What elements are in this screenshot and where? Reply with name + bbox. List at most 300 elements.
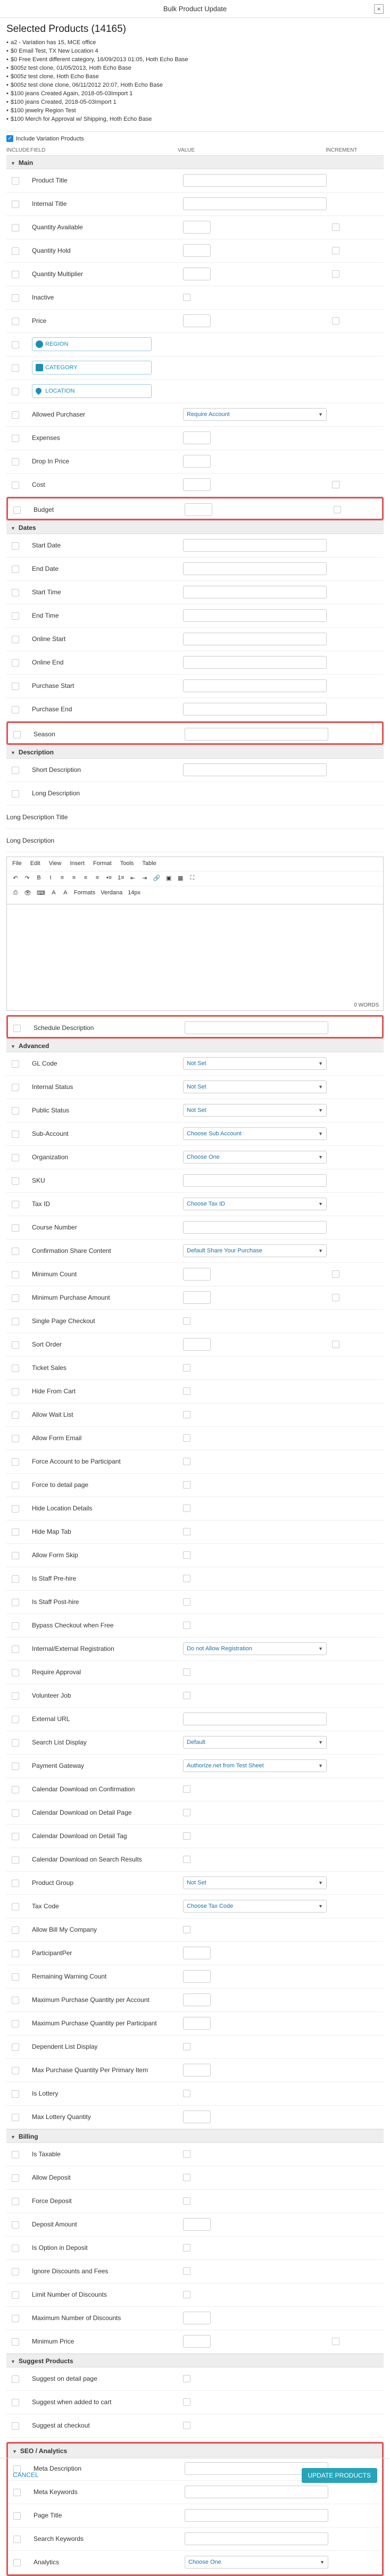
section-header-billing[interactable] — [6, 2129, 384, 2143]
season-input[interactable] — [185, 728, 328, 741]
include-checkbox[interactable] — [12, 1973, 19, 1981]
include-checkbox[interactable] — [12, 1646, 19, 1653]
editor-tool-icon[interactable]: ⇤ — [130, 875, 136, 882]
include-checkbox[interactable] — [12, 1575, 19, 1583]
include-checkbox[interactable] — [12, 1528, 19, 1536]
field-label: ParticipantPer — [32, 1949, 72, 1957]
is-taxable-checkbox[interactable] — [183, 2150, 190, 2158]
include-checkbox[interactable] — [12, 318, 19, 325]
quantity-multiplier-input[interactable] — [183, 268, 211, 280]
allow-deposit-checkbox[interactable] — [183, 2174, 190, 2181]
start-date-input[interactable] — [183, 539, 327, 552]
include-checkbox[interactable] — [12, 481, 19, 489]
include-checkbox[interactable] — [12, 2291, 19, 2299]
include-checkbox[interactable] — [12, 1763, 19, 1770]
editor-tool[interactable]: 14px — [128, 890, 141, 896]
increment-checkbox[interactable] — [334, 506, 341, 513]
editor-menu-insert[interactable]: Insert — [70, 860, 85, 867]
include-checkbox[interactable] — [12, 566, 19, 573]
editor-tool[interactable]: 👁 — [24, 890, 31, 896]
close-icon[interactable]: × — [374, 4, 384, 14]
increment-checkbox[interactable] — [332, 317, 339, 325]
field-row-minimum-price — [6, 2330, 384, 2354]
search-list-display-select[interactable] — [183, 1736, 327, 1749]
public-status-select[interactable] — [183, 1104, 327, 1117]
include-checkbox[interactable] — [12, 659, 19, 667]
purchase-end-input[interactable] — [183, 703, 327, 716]
increment-checkbox[interactable] — [332, 223, 339, 231]
include-checkbox[interactable] — [12, 1622, 19, 1630]
editor-tool-icon[interactable]: ↷ — [24, 875, 30, 882]
sku-input[interactable] — [183, 1174, 327, 1187]
section-header-dates[interactable] — [6, 520, 384, 534]
location-picker-button[interactable] — [32, 384, 152, 398]
field-label: Schedule Description — [34, 1024, 94, 1032]
field-row-product-group — [6, 1872, 384, 1895]
field-label: Calendar Download on Detail Tag — [32, 1832, 127, 1840]
include-checkbox[interactable] — [12, 1271, 19, 1278]
max-purchase-quantity-per-primary-item-input[interactable] — [183, 2064, 211, 2076]
field-row-minimum-purchase-amount — [6, 1286, 384, 1310]
include-checkbox[interactable] — [12, 201, 19, 208]
editor-tool[interactable]: ⎙ — [13, 890, 18, 896]
include-checkbox[interactable] — [12, 1107, 19, 1115]
chevron-down-icon: ▼ — [318, 1154, 323, 1160]
field-label: Sub-Account — [32, 1130, 69, 1137]
increment-checkbox[interactable] — [332, 1341, 339, 1348]
editor-menu-tools[interactable]: Tools — [120, 860, 134, 867]
is-staff-post-hire-checkbox[interactable] — [183, 1598, 190, 1606]
include-checkbox[interactable] — [12, 435, 19, 442]
internal-title-input[interactable] — [183, 197, 327, 210]
calendar-download-on-search-results-checkbox[interactable] — [183, 1856, 190, 1863]
field-label: End Time — [32, 612, 59, 619]
select-value: Do not Allow Registration — [187, 1646, 252, 1652]
editor-tool-icon[interactable]: •≡ — [106, 875, 112, 881]
field-row-is-taxable — [6, 2143, 384, 2166]
field-row-location — [6, 380, 384, 403]
include-checkbox[interactable] — [12, 2315, 19, 2322]
field-label: Volunteer Job — [32, 1692, 71, 1699]
include-checkbox[interactable] — [12, 1060, 19, 1068]
field-label: Online End — [32, 659, 64, 666]
include-checkbox[interactable] — [12, 177, 19, 185]
editor-tool-icon[interactable]: I — [49, 875, 52, 881]
max-lottery-quantity-input[interactable] — [183, 2110, 211, 2123]
dialog-title: Bulk Product Update — [163, 5, 227, 13]
include-checkbox[interactable] — [12, 1880, 19, 1887]
hide-location-details-checkbox[interactable] — [183, 1505, 190, 1512]
include-checkbox[interactable] — [12, 2043, 19, 2051]
allow-form-skip-checkbox[interactable] — [183, 1551, 190, 1559]
external-url-input[interactable] — [183, 1713, 327, 1725]
section-header-seo[interactable] — [8, 2444, 382, 2457]
field-label: Minimum Count — [32, 1270, 77, 1278]
start-time-input[interactable] — [183, 586, 327, 599]
editor-tool[interactable]: A — [63, 890, 68, 896]
schedule-description-input[interactable] — [185, 1021, 328, 1034]
editor-tool-icon[interactable]: ≡ — [60, 875, 64, 881]
maximum-number-of-discounts-input[interactable] — [183, 2312, 211, 2324]
editor-tool-icon[interactable]: ≡ — [95, 875, 99, 881]
include-checkbox[interactable] — [12, 636, 19, 643]
include-checkbox[interactable] — [12, 1786, 19, 1793]
maximum-purchase-quantity-per-participant-input[interactable] — [183, 2017, 211, 2030]
include-checkbox[interactable] — [12, 1997, 19, 2004]
include-checkbox[interactable] — [12, 1552, 19, 1559]
dialog-title-bar — [0, 0, 390, 18]
include-checkbox[interactable] — [12, 2221, 19, 2229]
increment-checkbox[interactable] — [332, 2338, 339, 2345]
ticket-sales-checkbox[interactable] — [183, 1364, 190, 1372]
remaining-warning-count-input[interactable] — [183, 1970, 211, 1983]
include-checkbox[interactable] — [12, 683, 19, 690]
calendar-download-on-detail-tag-checkbox[interactable] — [183, 1832, 190, 1840]
field-row-deposit-amount — [6, 2213, 384, 2237]
include-checkbox[interactable] — [12, 411, 19, 419]
include-checkbox[interactable] — [12, 1950, 19, 1957]
include-checkbox[interactable] — [12, 1154, 19, 1161]
editor-menu-file[interactable]: File — [12, 860, 22, 867]
include-checkbox[interactable] — [12, 1365, 19, 1372]
include-checkbox[interactable] — [12, 388, 19, 395]
select-value: Choose Tax Code — [187, 1903, 234, 1909]
increment-checkbox[interactable] — [332, 270, 339, 278]
internal-status-select[interactable] — [183, 1081, 327, 1093]
editor-tool[interactable]: ⌨ — [36, 890, 45, 896]
include-checkbox[interactable] — [12, 458, 19, 466]
internal-external-registration-select[interactable] — [183, 1642, 327, 1655]
page-title-input[interactable] — [185, 2509, 328, 2522]
editor-menu-table[interactable]: Table — [142, 860, 156, 867]
tag-icon — [36, 364, 43, 371]
select-value: Choose One — [188, 2559, 221, 2565]
include-checkbox[interactable] — [12, 1692, 19, 1700]
inactive-checkbox[interactable] — [183, 294, 190, 301]
include-checkbox[interactable] — [12, 2422, 19, 2430]
include-checkbox[interactable] — [12, 2114, 19, 2121]
product-title-input[interactable] — [183, 174, 327, 187]
hide-from-cart-checkbox[interactable] — [183, 1387, 190, 1395]
include-checkbox[interactable] — [12, 1809, 19, 1817]
include-checkbox[interactable] — [12, 271, 19, 278]
editor-toolbar — [7, 871, 383, 886]
is-option-in-deposit-checkbox[interactable] — [183, 2244, 190, 2251]
chevron-down-icon: ▼ — [318, 1646, 323, 1651]
selected-product-item: • $100 jewelry Region Test — [6, 106, 384, 115]
participantper-input[interactable] — [183, 1947, 211, 1959]
include-checkbox[interactable] — [12, 1458, 19, 1466]
editor-tool-icon[interactable]: ⇥ — [142, 875, 147, 882]
force-to-detail-page-checkbox[interactable] — [183, 1481, 190, 1489]
editor-tool-icon[interactable]: ≡ — [72, 875, 76, 881]
field-label: Start Time — [32, 588, 61, 596]
field-row-allow-wait-list — [6, 1403, 384, 1427]
include-checkbox[interactable] — [12, 1435, 19, 1442]
chevron-down-icon: ▼ — [11, 750, 15, 755]
sub-account-select[interactable] — [183, 1127, 327, 1140]
dialog-footer — [0, 2458, 390, 2492]
include-checkbox[interactable] — [12, 790, 19, 797]
dependent-list-display-checkbox[interactable] — [183, 2043, 190, 2050]
editor-tool-icon[interactable]: B — [37, 875, 41, 881]
include-checkbox[interactable] — [12, 341, 19, 348]
cancel-button[interactable]: CANCEL — [13, 2471, 39, 2479]
field-row-ticket-sales — [6, 1357, 384, 1380]
field-row-force-to-detail-page — [6, 1474, 384, 1497]
end-date-input[interactable] — [183, 562, 327, 575]
force-deposit-checkbox[interactable] — [183, 2197, 190, 2205]
include-checkbox[interactable] — [12, 294, 19, 302]
field-label: Purchase Start — [32, 682, 74, 689]
field-row-sub-account — [6, 1123, 384, 1146]
include-checkbox[interactable] — [12, 364, 19, 372]
globe-icon — [36, 340, 43, 348]
price-input[interactable] — [183, 314, 211, 327]
include-checkbox[interactable] — [12, 1388, 19, 1395]
include-checkbox[interactable] — [12, 589, 19, 596]
section-header-advanced[interactable] — [6, 1038, 384, 1052]
force-account-to-be-participant-checkbox[interactable] — [183, 1458, 190, 1465]
purchase-start-input[interactable] — [183, 679, 327, 692]
confirmation-share-content-select[interactable] — [183, 1244, 327, 1257]
field-row-participantper — [6, 1942, 384, 1965]
search-keywords-input[interactable] — [185, 2532, 328, 2545]
field-row-product-title — [6, 169, 384, 193]
editor-body[interactable] — [7, 904, 383, 999]
editor-tool-icon[interactable]: 🔗 — [153, 875, 161, 882]
field-label: Ignore Discounts and Fees — [32, 2267, 109, 2275]
include-checkbox[interactable] — [12, 1669, 19, 1676]
include-checkbox[interactable] — [12, 2375, 19, 2383]
editor-menu-view[interactable]: View — [48, 860, 62, 867]
rich-text-editor[interactable] — [6, 857, 384, 1011]
calendar-download-on-detail-page-checkbox[interactable] — [183, 1809, 190, 1816]
calendar-download-on-confirmation-checkbox[interactable] — [183, 1785, 190, 1793]
picker-label: REGION — [45, 341, 69, 347]
include-checkbox[interactable] — [12, 1177, 19, 1185]
include-checkbox[interactable] — [12, 2198, 19, 2205]
include-checkbox[interactable] — [13, 506, 21, 514]
field-row-sku — [6, 1169, 384, 1193]
include-checkbox[interactable] — [12, 542, 19, 550]
short-description-input[interactable] — [183, 763, 327, 776]
field-row-ignore-discounts-and-fees — [6, 2260, 384, 2283]
include-checkbox[interactable] — [13, 731, 21, 738]
quantity-hold-input[interactable] — [183, 244, 211, 257]
include-checkbox[interactable] — [12, 1294, 19, 1302]
online-start-input[interactable] — [183, 633, 327, 645]
editor-tool[interactable]: Formats — [73, 890, 96, 896]
field-label: Payment Gateway — [32, 1762, 85, 1769]
category-picker-button[interactable] — [32, 361, 152, 375]
section-header-main[interactable] — [6, 155, 384, 169]
long-description-label: Long Description — [6, 829, 384, 852]
include-checkbox[interactable] — [12, 1599, 19, 1606]
include-checkbox[interactable] — [12, 1505, 19, 1513]
include-checkbox[interactable] — [12, 612, 19, 620]
include-checkbox[interactable] — [12, 1224, 19, 1232]
include-checkbox[interactable] — [12, 1201, 19, 1208]
include-variations-checkbox[interactable]: ✓ — [6, 135, 13, 142]
is-staff-pre-hire-checkbox[interactable] — [183, 1575, 190, 1582]
field-label: Minimum Purchase Amount — [32, 1294, 110, 1301]
field-label: Public Status — [32, 1107, 70, 1114]
increment-checkbox[interactable] — [332, 247, 339, 254]
chevron-down-icon: ▼ — [12, 2449, 17, 2454]
update-products-button[interactable]: UPDATE PRODUCTS — [302, 2468, 377, 2483]
include-variations[interactable] — [6, 135, 384, 142]
suggest-when-added-to-cart-checkbox[interactable] — [183, 2398, 190, 2406]
include-checkbox[interactable] — [12, 2268, 19, 2275]
include-checkbox[interactable] — [12, 1926, 19, 1934]
field-row-hide-map-tab — [6, 1520, 384, 1544]
volunteer-job-checkbox[interactable] — [183, 1692, 190, 1699]
allowed-purchaser-select[interactable] — [183, 408, 327, 421]
expenses-input[interactable] — [183, 431, 211, 444]
hide-map-tab-checkbox[interactable] — [183, 1528, 190, 1535]
field-row-maximum-purchase-quantity-per-participant — [6, 2012, 384, 2035]
include-checkbox[interactable] — [12, 2090, 19, 2098]
end-time-input[interactable] — [183, 609, 327, 622]
field-row-gl-code — [6, 1052, 384, 1076]
include-checkbox[interactable] — [12, 2338, 19, 2346]
course-number-input[interactable] — [183, 1221, 327, 1234]
field-label: End Date — [32, 565, 59, 572]
ignore-discounts-and-fees-checkbox[interactable] — [183, 2267, 190, 2275]
include-checkbox[interactable] — [12, 767, 19, 774]
include-checkbox[interactable] — [13, 2559, 21, 2566]
include-checkbox[interactable] — [12, 1318, 19, 1325]
include-checkbox[interactable] — [13, 1025, 21, 1032]
section-header-suggest[interactable] — [6, 2354, 384, 2367]
budget-input[interactable] — [185, 503, 212, 516]
maximum-purchase-quantity-per-account-input[interactable] — [183, 1993, 211, 2006]
minimum-purchase-amount-input[interactable] — [183, 1291, 211, 1304]
field-label: Allow Bill My Company — [32, 1926, 97, 1933]
payment-gateway-select[interactable] — [183, 1759, 327, 1772]
field-row-purchase-start — [6, 675, 384, 698]
editor-tool-icon[interactable]: ▦ — [178, 875, 184, 882]
allow-form-email-checkbox[interactable] — [183, 1434, 190, 1442]
include-checkbox[interactable] — [12, 1856, 19, 1864]
field-row-is-option-in-deposit — [6, 2237, 384, 2260]
include-checkbox[interactable] — [12, 2020, 19, 2027]
editor-tool-icon[interactable]: ≡ — [84, 875, 88, 881]
cost-input[interactable] — [183, 478, 211, 491]
minimum-price-input[interactable] — [183, 2335, 211, 2348]
word-count: 0 WORDS — [354, 1002, 379, 1008]
increment-checkbox[interactable] — [332, 481, 339, 488]
include-checkbox[interactable] — [12, 1833, 19, 1840]
editor-tool-icon[interactable]: ▣ — [166, 875, 172, 882]
analytics-select[interactable] — [185, 2556, 328, 2569]
field-row-suggest-on-detail-page — [6, 2367, 384, 2391]
include-checkbox[interactable] — [12, 1411, 19, 1419]
include-checkbox[interactable] — [12, 247, 19, 255]
gl-code-select[interactable] — [183, 1057, 327, 1070]
is-lottery-checkbox[interactable] — [183, 2090, 190, 2097]
chevron-down-icon: ▼ — [318, 1904, 323, 1909]
col-include: INCLUDE — [6, 147, 30, 153]
sort-order-input[interactable] — [183, 1338, 211, 1351]
editor-menu-edit[interactable]: Edit — [30, 860, 40, 867]
field-row-calendar-download-on-detail-page — [6, 1801, 384, 1825]
bypass-checkout-when-free-checkbox[interactable] — [183, 1622, 190, 1629]
increment-checkbox[interactable] — [332, 1270, 339, 1278]
field-row-force-account-to-be-participant — [6, 1450, 384, 1474]
quantity-available-input[interactable] — [183, 221, 211, 234]
online-end-input[interactable] — [183, 656, 327, 669]
field-row-limit-number-of-discounts — [6, 2283, 384, 2307]
field-label: Calendar Download on Detail Page — [32, 1809, 132, 1816]
field-label: Dependent List Display — [32, 2043, 98, 2050]
include-checkbox[interactable] — [12, 1716, 19, 1723]
editor-menu-format[interactable]: Format — [93, 860, 112, 867]
field-label: Hide Map Tab — [32, 1528, 71, 1535]
require-approval-checkbox[interactable] — [183, 1668, 190, 1676]
field-row-drop-in-price — [6, 450, 384, 473]
include-checkbox[interactable] — [12, 224, 19, 231]
limit-number-of-discounts-checkbox[interactable] — [183, 2291, 190, 2298]
suggest-at-checkout-checkbox[interactable] — [183, 2422, 190, 2429]
tax-code-select[interactable] — [183, 1900, 327, 1913]
chevron-down-icon: ▼ — [11, 161, 15, 166]
include-checkbox[interactable] — [12, 1248, 19, 1255]
include-checkbox[interactable] — [13, 2512, 21, 2520]
include-checkbox[interactable] — [13, 2536, 21, 2543]
include-checkbox[interactable] — [12, 1341, 19, 1349]
include-checkbox[interactable] — [12, 2067, 19, 2074]
include-checkbox[interactable] — [12, 1131, 19, 1138]
include-checkbox[interactable] — [12, 2245, 19, 2252]
include-checkbox[interactable] — [12, 2399, 19, 2406]
single-page-checkout-checkbox[interactable] — [183, 1317, 190, 1325]
editor-tool-icon[interactable]: ↶ — [13, 875, 18, 882]
include-checkbox[interactable] — [12, 2151, 19, 2158]
field-label: Force Account to be Participant — [32, 1458, 121, 1465]
editor-tool[interactable]: Verdana — [101, 890, 123, 896]
tax-id-select[interactable] — [183, 1198, 327, 1210]
increment-checkbox[interactable] — [332, 1294, 339, 1301]
field-row-course-number — [6, 1216, 384, 1240]
section-description — [6, 745, 384, 805]
include-checkbox[interactable] — [12, 1084, 19, 1091]
drop-in-price-input[interactable] — [183, 455, 211, 468]
include-checkbox[interactable] — [12, 2174, 19, 2182]
include-checkbox[interactable] — [12, 706, 19, 713]
product-group-select[interactable] — [183, 1876, 327, 1889]
deposit-amount-input[interactable] — [183, 2218, 211, 2231]
organization-select[interactable] — [183, 1151, 327, 1164]
editor-tool[interactable]: A — [52, 890, 56, 896]
section-header-description[interactable] — [6, 745, 384, 759]
region-picker-button[interactable] — [32, 337, 152, 351]
include-checkbox[interactable] — [12, 1903, 19, 1910]
allow-bill-my-company-checkbox[interactable] — [183, 1926, 190, 1933]
field-label: Search Keywords — [34, 2535, 84, 2542]
field-label: Suggest when added to cart — [32, 2398, 112, 2406]
editor-tool-icon[interactable]: ⛶ — [190, 875, 195, 881]
include-checkbox[interactable] — [12, 1482, 19, 1489]
field-label: Force to detail page — [32, 1481, 89, 1489]
suggest-on-detail-page-checkbox[interactable] — [183, 2375, 190, 2382]
section-title: Dates — [18, 524, 36, 531]
minimum-count-input[interactable] — [183, 1268, 211, 1281]
editor-tool-icon[interactable]: 1≡ — [118, 875, 125, 881]
allow-wait-list-checkbox[interactable] — [183, 1411, 190, 1418]
include-checkbox[interactable] — [12, 1739, 19, 1747]
